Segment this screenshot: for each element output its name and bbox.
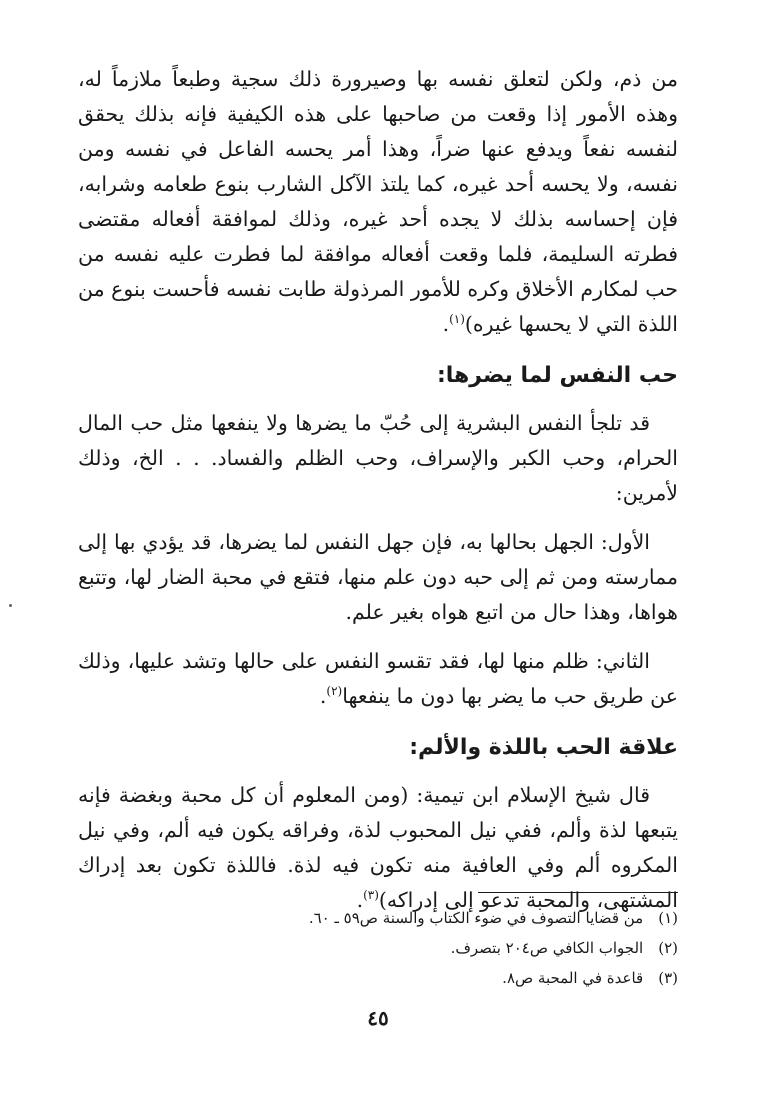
intro-paragraph-text: من ذم، ولكن لتعلق نفسه بها وصيرورة ذلك سجية وطبعاً ملازماً له، وهذه الأمور إذا وقعت من صاحبها على هذه الكيفية فإنه بذلك يحقق لنفسه نفعاً ويدفع عنها ضراً، وهذا أمر يحسه الفاعل في نفسه ومن نفسه، ولا يحسه أحد غيره، كما يلتذ الآكل الشارب بنوع طعامه وشرابه، فإن إحساسه بذلك لا يجده أحد غيره، وذلك لموافقة أفعاله مقتضى فطرته السليمة، فلما وقعت أفعاله موافقة لما فطرت عليه نفسه من حب لمكارم الأخلاق وكره للأمور المرذولة طابت نفسه فأحست بنوع من اللذة التي لا يحسها غيره) — [78, 67, 678, 336]
section-heading-pleasure-pain: علاقة الحب باللذة والألم: — [409, 735, 678, 760]
intro-paragraph — [78, 62, 678, 342]
footnote-item — [268, 963, 678, 993]
footnote-item — [268, 933, 678, 963]
second-reason-text: الثاني: ظلم منها لها، فقد تقسو النفس على حالها وتشد عليها، وذلك عن طريق حب ما يضر بها دون ما ينفعها — [78, 649, 678, 708]
footnote-ref-2[interactable]: (٢) — [326, 684, 343, 699]
page-number: ٤٥ — [367, 1006, 389, 1030]
section1-paragraph: قد تلجأ النفس البشرية إلى حُبّ ما يضرها ولا ينفعها مثل حب المال الحرام، وحب الكبر والإسراف، وحب الظلم والفساد. . . الخ، وذلك لأمرين: — [78, 411, 678, 505]
footnote-text: الجواب الكافي ص٢٠٤ بتصرف. — [450, 939, 644, 957]
second-reason-paragraph — [78, 644, 678, 714]
footnote-number: (٣) — [658, 969, 678, 987]
section2-paragraph-text: قال شيخ الإسلام ابن تيمية: (ومن المعلوم أن كل محبة وبغضة فإنه يتبعها لذة وألم، ففي نيل المحبوب لذة، وفراقه يكون فيه ألم، وفي نيل المكروه ألم وفي العافية منه تكون فيه لذة. فاللذة تكون بعد إدراك المشتهى، والمحبة تدعو إلى إدراكه) — [78, 783, 678, 912]
intro-paragraph-end: . — [442, 312, 450, 336]
footnote-item — [268, 903, 678, 933]
footnote-number: (٢) — [658, 939, 678, 957]
section-heading-harmful-love: حب النفس لما يضرها: — [436, 363, 678, 388]
footnote-text: قاعدة في المحبة ص٨. — [502, 969, 644, 987]
first-reason-paragraph: الأول: الجهل بحالها به، فإن جهل النفس لما يضرها، قد يؤدي بها إلى ممارسته ومن ثم إلى حبه دون علم منها، فتقع في محبة الضار لها، وتتبع هواها، وهذا حال من اتبع هواه بغير علم. — [78, 530, 678, 624]
footnote-divider — [478, 892, 678, 893]
footnote-ref-1[interactable]: (١) — [449, 312, 465, 327]
footnote-ref-3[interactable]: (٣) — [363, 888, 379, 903]
page-body — [78, 62, 678, 918]
footnotes — [268, 892, 678, 993]
second-reason-end: . — [319, 684, 327, 708]
footnote-number: (١) — [658, 909, 678, 927]
section2-paragraph-end: . — [356, 888, 364, 912]
margin-speck — [9, 604, 12, 607]
footnote-text: من قضايا التصوف في ضوء الكتاب والسنة ص٥٩ ـ ٦٠. — [308, 909, 644, 927]
